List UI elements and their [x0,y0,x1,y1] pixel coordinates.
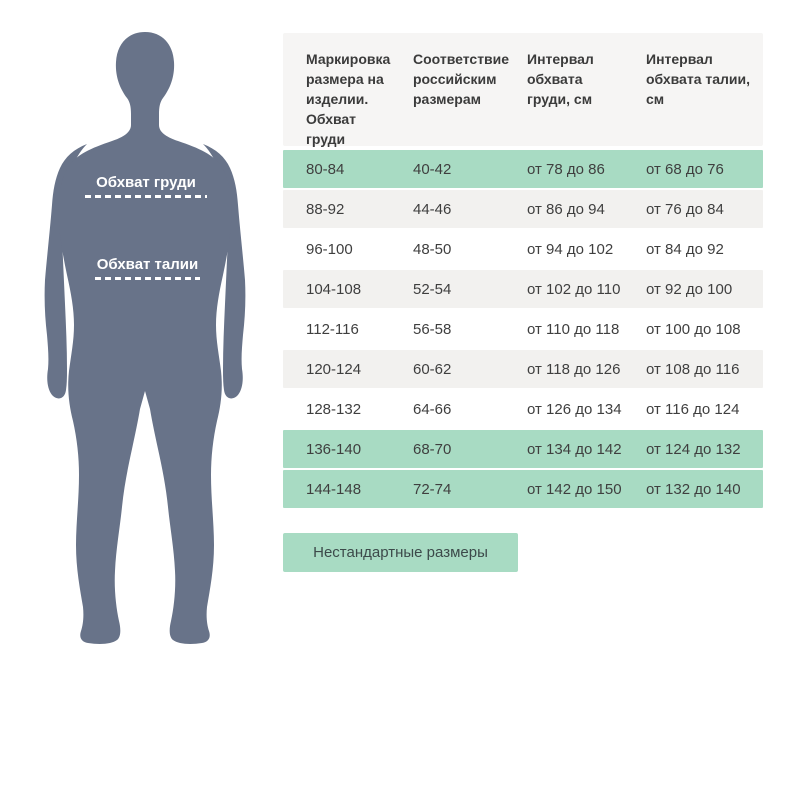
waist-measure-label: Обхват талии [96,256,199,273]
header-size-marking: Маркировка размера на изделии. Обхват груди [306,51,391,147]
cell-chest-interval: от 118 до 126 [527,360,621,378]
cell-russian-size: 40-42 [413,160,452,178]
chest-dashed-line [85,195,207,198]
cell-russian-size: 68-70 [413,440,452,458]
size-table [283,33,763,508]
cell-chest-interval: от 86 до 94 [527,200,605,218]
cell-waist-interval: от 92 до 100 [646,280,733,298]
table-row[interactable] [283,310,763,348]
cell-russian-size: 56-58 [413,320,452,338]
table-row[interactable] [283,470,763,508]
male-silhouette-icon [40,28,250,648]
table-row[interactable] [283,270,763,308]
cell-chest-interval: от 142 до 150 [527,480,622,498]
cell-chest-interval: от 94 до 102 [527,240,614,258]
size-table-body [283,150,763,508]
table-row[interactable] [283,150,763,188]
cell-size-marking: 104-108 [306,280,362,298]
cell-size-marking: 88-92 [306,200,345,218]
body-silhouette-figure [40,28,250,648]
size-table-header [283,33,763,146]
header-russian-size: Соответствие российским размерам [413,51,510,107]
cell-size-marking: 120-124 [306,360,362,378]
table-row[interactable] [283,350,763,388]
waist-dashed-line [95,277,200,280]
cell-russian-size: 44-46 [413,200,452,218]
header-waist-interval: Интервал обхвата талии, см [646,51,751,107]
cell-size-marking: 136-140 [306,440,362,458]
cell-chest-interval: от 134 до 142 [527,440,622,458]
cell-chest-interval: от 126 до 134 [527,400,622,418]
cell-russian-size: 60-62 [413,360,452,378]
chest-measure-label: Обхват груди [96,174,196,191]
cell-russian-size: 64-66 [413,400,452,418]
cell-waist-interval: от 108 до 116 [646,360,740,378]
cell-waist-interval: от 76 до 84 [646,200,724,218]
cell-russian-size: 48-50 [413,240,452,258]
cell-waist-interval: от 100 до 108 [646,320,741,338]
table-row[interactable] [283,390,763,428]
cell-chest-interval: от 78 до 86 [527,160,605,178]
table-row[interactable] [283,430,763,468]
cell-size-marking: 144-148 [306,480,362,498]
cell-size-marking: 80-84 [306,160,345,178]
cell-waist-interval: от 132 до 140 [646,480,741,498]
cell-waist-interval: от 124 до 132 [646,440,741,458]
cell-size-marking: 96-100 [306,240,353,258]
nonstandard-sizes-button[interactable]: Нестандартные размеры [283,533,518,572]
cell-waist-interval: от 68 до 76 [646,160,724,178]
cell-waist-interval: от 84 до 92 [646,240,724,258]
cell-size-marking: 128-132 [306,400,362,418]
table-row[interactable] [283,230,763,268]
cell-size-marking: 112-116 [306,320,359,338]
cell-chest-interval: от 102 до 110 [527,280,621,298]
cell-russian-size: 52-54 [413,280,452,298]
header-chest-interval: Интервал обхвата груди, см [527,51,594,107]
table-row[interactable] [283,190,763,228]
cell-waist-interval: от 116 до 124 [646,400,740,418]
cell-russian-size: 72-74 [413,480,452,498]
cell-chest-interval: от 110 до 118 [527,320,620,338]
